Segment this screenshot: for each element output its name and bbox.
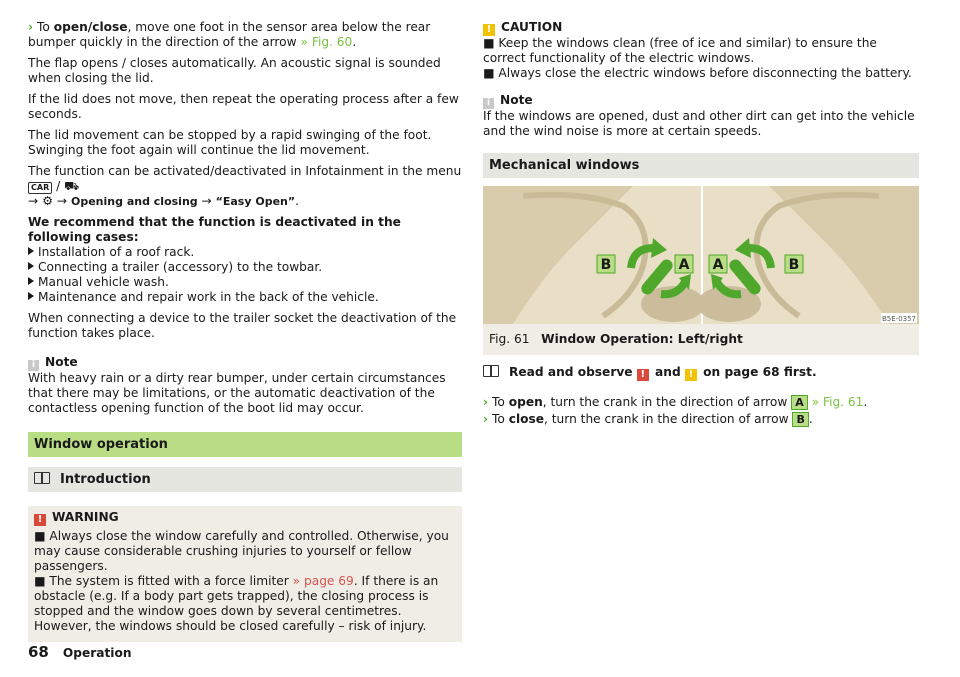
recommend-list — [28, 215, 462, 305]
list-item: Connecting a trailer (accessory) to the towbar. — [28, 260, 462, 275]
paragraph-trailer: When connecting a device to the trailer socket the deactivation of the function takes place. — [28, 311, 457, 340]
settings-icon: ⚙ — [42, 194, 54, 208]
chapter-name: Operation — [62, 646, 132, 660]
svg-text:B: B — [788, 257, 800, 273]
marker-b: B — [792, 412, 808, 427]
section-title-mechanical-windows: Mechanical windows — [483, 153, 919, 178]
marker-b-left — [597, 255, 615, 273]
step-open-close: › To open/close, move one foot in the sensor area below the rear bumper quickly in the direction of the arrow » Fig. 60. — [28, 20, 431, 49]
book-icon — [483, 365, 499, 377]
caution-icon: ! — [685, 369, 697, 381]
marker-a-right — [709, 255, 727, 273]
svg-text:A: A — [712, 257, 724, 273]
list-item: Manual vehicle wash. — [28, 275, 462, 290]
note-label: Note — [500, 93, 533, 107]
list-item: Maintenance and repair work in the back of the vehicle. — [28, 290, 462, 305]
list-item: Installation of a roof rack. — [28, 245, 462, 260]
section-title-window-operation: Window operation — [28, 432, 462, 457]
step-open: › To open, turn the crank in the direction of arrow A » Fig. 61. — [483, 395, 868, 409]
paragraph-stop: The lid movement can be stopped by a rapid swinging of the foot. Swinging the foot again will continue the lid movement. — [28, 128, 432, 157]
paragraph-infotainment: The function can be activated/deactivated in Infotainment in the menu CAR / ⛟ → ⚙ → Opening and closing → “Easy Open”. — [28, 164, 462, 208]
warning-item: ■ Always close the window carefully and controlled. Otherwise, you may cause considerable crushing injuries to yourself or fellow passengers. — [34, 529, 449, 573]
page-number: 68 — [28, 643, 49, 661]
caution-block — [483, 20, 919, 81]
info-icon: i — [483, 98, 494, 109]
recommend-heading: We recommend that the function is deactivated in the following cases: — [28, 215, 401, 244]
window-crank-illustration — [483, 186, 919, 324]
paragraph-auto: The flap opens / closes automatically. An acoustic signal is sounded when closing the lid. — [28, 56, 441, 85]
marker-a-left — [675, 255, 693, 273]
note-block — [28, 355, 462, 416]
fig60-link[interactable]: » Fig. 60 — [300, 35, 353, 49]
svg-text:B: B — [600, 257, 612, 273]
warning-panel — [28, 506, 462, 642]
marker-b-right — [785, 255, 803, 273]
triangle-bullet-icon — [28, 277, 34, 285]
figure-61 — [483, 186, 919, 355]
marker-a: A — [791, 395, 808, 410]
read-observe: Read and observe ! and ! on page 68 first. — [483, 365, 919, 381]
note-text: With heavy rain or a dirty rear bumper, under certain circumstances that there may be limitations, or the automatic deactivation of the contactless opening function of the boot lid may occur. — [28, 371, 446, 415]
caution-icon: ! — [483, 24, 495, 36]
right-column — [483, 20, 919, 427]
step-close: › To close, turn the crank in the direction of arrow B . — [483, 412, 813, 426]
caution-label: CAUTION — [501, 20, 563, 34]
note-text: If the windows are opened, dust and other dirt can get into the vehicle and the wind noise is more at certain speeds. — [483, 109, 915, 138]
triangle-bullet-icon — [28, 292, 34, 300]
step-marker: › — [483, 395, 489, 409]
caution-item: ■ Keep the windows clean (free of ice and similar) to ensure the correct functionality of the electric windows. — [483, 36, 877, 65]
step-marker: › — [28, 20, 34, 34]
left-column — [28, 20, 462, 642]
page69-link[interactable]: » page 69 — [292, 574, 354, 588]
intro-header: Introduction — [28, 467, 462, 492]
warning-label: WARNING — [52, 510, 119, 524]
car-key-icon: CAR — [28, 182, 52, 194]
triangle-bullet-icon — [28, 262, 34, 270]
figure-caption: Fig. 61 Window Operation: Left/right — [489, 332, 743, 346]
car-icon: ⛟ — [64, 179, 80, 193]
svg-text:A: A — [678, 257, 690, 273]
fig61-link[interactable]: » Fig. 61 — [811, 395, 864, 409]
figure-code: B5E-0357 — [881, 315, 917, 323]
warning-icon: ! — [637, 369, 649, 381]
step-marker: › — [483, 412, 489, 426]
paragraph-repeat: If the lid does not move, then repeat the operating process after a few seconds. — [28, 92, 459, 121]
info-icon: i — [28, 360, 39, 371]
note-label: Note — [45, 355, 78, 369]
triangle-bullet-icon — [28, 247, 34, 255]
note-block-right — [483, 93, 919, 139]
warning-icon: ! — [34, 514, 46, 526]
page-footer — [28, 645, 132, 661]
warning-item: ■ The system is fitted with a force limiter » page 69. If there is an obstacle (e.g. If a body part gets trapped), the closing process is stopped and the window goes down by several centimetres. However, the windows should be closed carefully – risk of injury. — [34, 574, 439, 633]
caution-item: ■ Always close the electric windows before disconnecting the battery. — [483, 66, 912, 80]
book-icon — [34, 472, 50, 484]
